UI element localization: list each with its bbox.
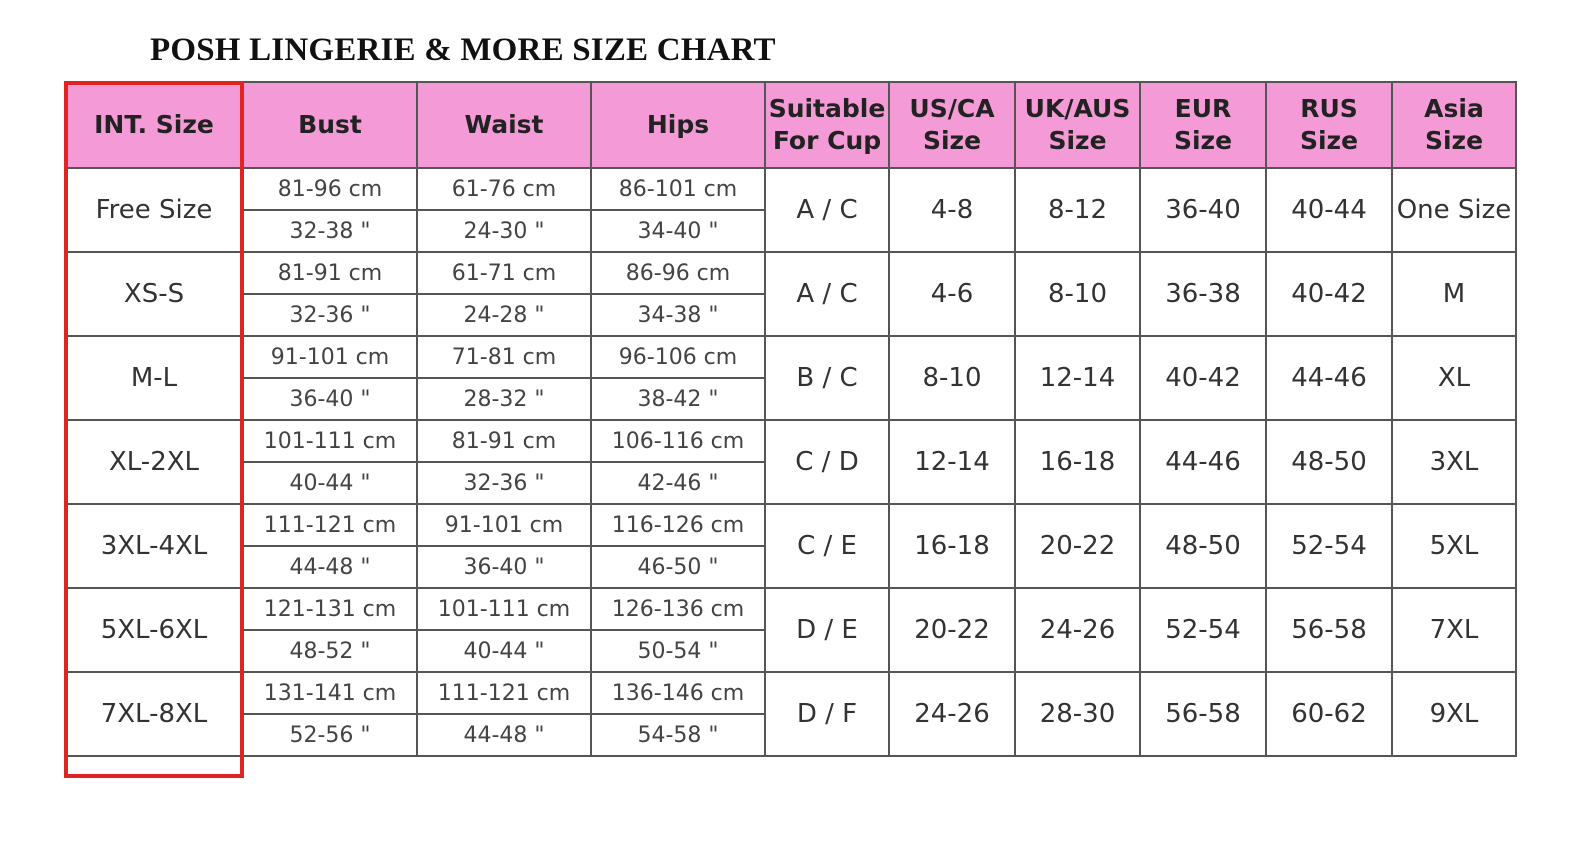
asia-size-cell: 3XL xyxy=(1392,420,1516,504)
table-row xyxy=(65,252,1516,294)
header-cup-line1: Suitable xyxy=(768,94,886,123)
bust-in-cell: 40-44 " xyxy=(243,462,417,504)
header-int-size: INT. Size xyxy=(65,82,243,168)
table-row xyxy=(65,336,1516,378)
header-us-size xyxy=(889,82,1015,168)
header-suitable-for-cup xyxy=(765,82,889,168)
table-row xyxy=(65,168,1516,210)
uk-size-cell: 16-18 xyxy=(1015,420,1140,504)
header-uk-line2: Size xyxy=(1048,126,1107,155)
header-eur-line2: Size xyxy=(1173,126,1233,155)
waist-in-cell: 28-32 " xyxy=(417,378,591,420)
cup-cell: D / E xyxy=(765,588,889,672)
asia-size-cell: 9XL xyxy=(1392,672,1516,756)
eur-size-cell: 40-42 xyxy=(1140,336,1266,420)
us-size-cell: 4-8 xyxy=(889,168,1015,252)
bust-in-cell: 48-52 " xyxy=(243,630,417,672)
us-size-cell: 20-22 xyxy=(889,588,1015,672)
hips-in-cell: 54-58 " xyxy=(591,714,765,756)
int-size-cell: 7XL-8XL xyxy=(65,672,243,756)
cup-cell: C / D xyxy=(765,420,889,504)
header-eur-line1: EUR xyxy=(1174,94,1232,123)
bust-in-cell: 52-56 " xyxy=(243,714,417,756)
header-us-line2: Size xyxy=(922,126,982,155)
chart-title: POSH LINGERIE & MORE SIZE CHART xyxy=(150,32,776,68)
header-row xyxy=(65,82,1516,168)
rus-size-cell: 40-44 xyxy=(1266,168,1392,252)
asia-size-cell: One Size xyxy=(1392,168,1516,252)
bust-in-cell: 44-48 " xyxy=(243,546,417,588)
rus-size-cell: 40-42 xyxy=(1266,252,1392,336)
int-size-cell: M-L xyxy=(65,336,243,420)
us-size-cell: 16-18 xyxy=(889,504,1015,588)
hips-in-cell: 34-38 " xyxy=(591,294,765,336)
header-asia-line2: Size xyxy=(1424,126,1484,155)
cup-cell: A / C xyxy=(765,252,889,336)
hips-cm-cell: 86-101 cm xyxy=(591,168,765,210)
bust-cm-cell: 81-91 cm xyxy=(243,252,417,294)
size-chart-table xyxy=(64,81,1517,757)
uk-size-cell: 8-12 xyxy=(1015,168,1140,252)
table-row xyxy=(65,420,1516,462)
waist-in-cell: 40-44 " xyxy=(417,630,591,672)
bust-in-cell: 36-40 " xyxy=(243,378,417,420)
header-hips: Hips xyxy=(591,82,765,168)
waist-cm-cell: 61-71 cm xyxy=(417,252,591,294)
cup-cell: A / C xyxy=(765,168,889,252)
hips-cm-cell: 86-96 cm xyxy=(591,252,765,294)
waist-in-cell: 24-30 " xyxy=(417,210,591,252)
waist-in-cell: 24-28 " xyxy=(417,294,591,336)
asia-size-cell: XL xyxy=(1392,336,1516,420)
eur-size-cell: 44-46 xyxy=(1140,420,1266,504)
uk-size-cell: 28-30 xyxy=(1015,672,1140,756)
rus-size-cell: 52-54 xyxy=(1266,504,1392,588)
rus-size-cell: 56-58 xyxy=(1266,588,1392,672)
int-size-cell: XL-2XL xyxy=(65,420,243,504)
hips-in-cell: 42-46 " xyxy=(591,462,765,504)
bust-cm-cell: 121-131 cm xyxy=(243,588,417,630)
waist-cm-cell: 71-81 cm xyxy=(417,336,591,378)
waist-in-cell: 36-40 " xyxy=(417,546,591,588)
table-row xyxy=(65,588,1516,630)
header-cup-line2: For Cup xyxy=(772,126,882,155)
header-rus-line1: RUS xyxy=(1300,94,1358,123)
hips-in-cell: 34-40 " xyxy=(591,210,765,252)
header-waist: Waist xyxy=(417,82,591,168)
header-uk-size xyxy=(1015,82,1140,168)
int-size-cell: 5XL-6XL xyxy=(65,588,243,672)
rus-size-cell: 60-62 xyxy=(1266,672,1392,756)
bust-cm-cell: 91-101 cm xyxy=(243,336,417,378)
waist-in-cell: 32-36 " xyxy=(417,462,591,504)
header-asia-size xyxy=(1392,82,1516,168)
hips-cm-cell: 136-146 cm xyxy=(591,672,765,714)
header-uk-line1: UK/AUS xyxy=(1024,94,1131,123)
uk-size-cell: 8-10 xyxy=(1015,252,1140,336)
eur-size-cell: 36-38 xyxy=(1140,252,1266,336)
table-row xyxy=(65,504,1516,546)
rus-size-cell: 48-50 xyxy=(1266,420,1392,504)
hips-in-cell: 38-42 " xyxy=(591,378,765,420)
us-size-cell: 8-10 xyxy=(889,336,1015,420)
header-us-line1: US/CA xyxy=(909,94,995,123)
waist-in-cell: 44-48 " xyxy=(417,714,591,756)
eur-size-cell: 48-50 xyxy=(1140,504,1266,588)
asia-size-cell: 5XL xyxy=(1392,504,1516,588)
rus-size-cell: 44-46 xyxy=(1266,336,1392,420)
bust-cm-cell: 131-141 cm xyxy=(243,672,417,714)
asia-size-cell: M xyxy=(1392,252,1516,336)
uk-size-cell: 20-22 xyxy=(1015,504,1140,588)
us-size-cell: 12-14 xyxy=(889,420,1015,504)
waist-cm-cell: 91-101 cm xyxy=(417,504,591,546)
cup-cell: C / E xyxy=(765,504,889,588)
bust-cm-cell: 101-111 cm xyxy=(243,420,417,462)
header-rus-size xyxy=(1266,82,1392,168)
eur-size-cell: 36-40 xyxy=(1140,168,1266,252)
us-size-cell: 4-6 xyxy=(889,252,1015,336)
cup-cell: B / C xyxy=(765,336,889,420)
waist-cm-cell: 101-111 cm xyxy=(417,588,591,630)
cup-cell: D / F xyxy=(765,672,889,756)
hips-cm-cell: 106-116 cm xyxy=(591,420,765,462)
eur-size-cell: 52-54 xyxy=(1140,588,1266,672)
bust-cm-cell: 81-96 cm xyxy=(243,168,417,210)
bust-in-cell: 32-38 " xyxy=(243,210,417,252)
hips-in-cell: 46-50 " xyxy=(591,546,765,588)
bust-cm-cell: 111-121 cm xyxy=(243,504,417,546)
eur-size-cell: 56-58 xyxy=(1140,672,1266,756)
table-row xyxy=(65,672,1516,714)
hips-in-cell: 50-54 " xyxy=(591,630,765,672)
header-rus-line2: Size xyxy=(1299,126,1359,155)
hips-cm-cell: 96-106 cm xyxy=(591,336,765,378)
bust-in-cell: 32-36 " xyxy=(243,294,417,336)
asia-size-cell: 7XL xyxy=(1392,588,1516,672)
int-size-cell: XS-S xyxy=(65,252,243,336)
hips-cm-cell: 126-136 cm xyxy=(591,588,765,630)
header-bust: Bust xyxy=(243,82,417,168)
uk-size-cell: 12-14 xyxy=(1015,336,1140,420)
uk-size-cell: 24-26 xyxy=(1015,588,1140,672)
us-size-cell: 24-26 xyxy=(889,672,1015,756)
waist-cm-cell: 81-91 cm xyxy=(417,420,591,462)
waist-cm-cell: 111-121 cm xyxy=(417,672,591,714)
header-eur-size xyxy=(1140,82,1266,168)
hips-cm-cell: 116-126 cm xyxy=(591,504,765,546)
int-size-cell: 3XL-4XL xyxy=(65,504,243,588)
header-asia-line1: Asia xyxy=(1424,94,1484,123)
waist-cm-cell: 61-76 cm xyxy=(417,168,591,210)
int-size-cell: Free Size xyxy=(65,168,243,252)
